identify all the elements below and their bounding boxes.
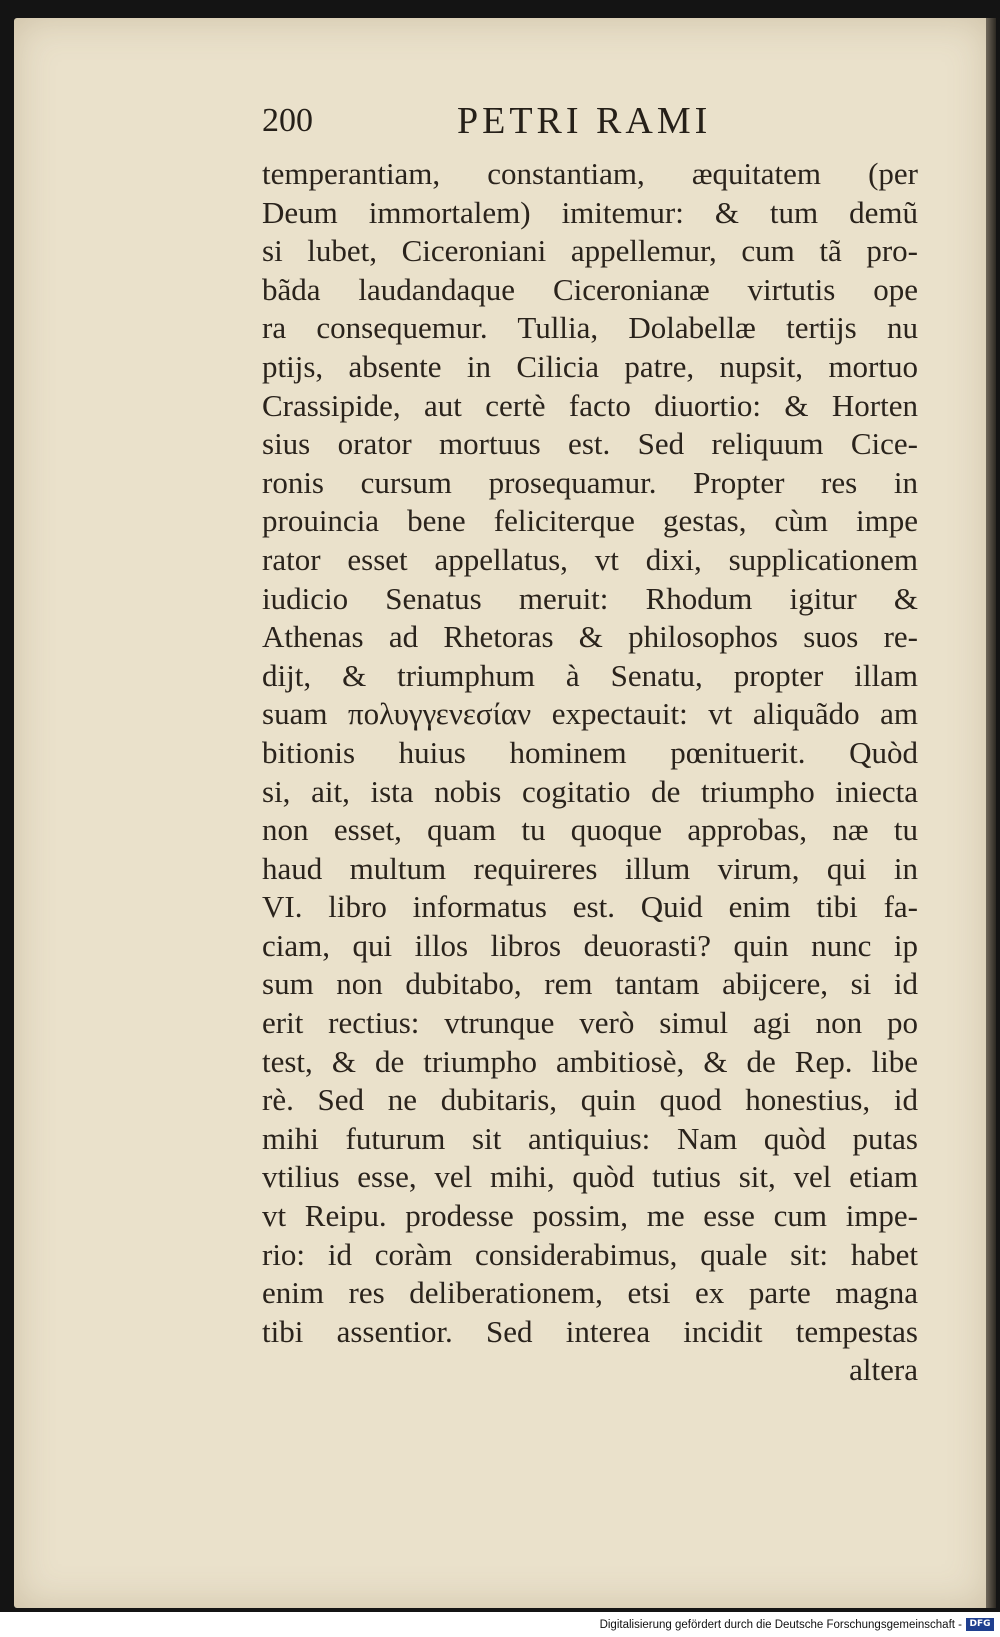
catchword: altera <box>849 1352 918 1388</box>
text-line: sum non dubitabo, rem tantam abijcere, si id <box>262 966 918 1002</box>
page-header <box>262 96 742 146</box>
text-line: Athenas ad Rhetoras & philosophos suos re- <box>262 619 918 655</box>
text-line: mihi futurum sit antiquius: Nam quòd putas <box>262 1120 918 1156</box>
text-line: dijt, & triumphum à Senatu, propter illam <box>262 657 918 693</box>
text-line: bitionis huius hominem pœnituerit. Quòd <box>262 734 918 770</box>
text-line: rator esset appellatus, vt dixi, supplicationem <box>262 541 918 577</box>
footer-bar <box>0 1612 1000 1637</box>
text-line: ciam, qui illos libros deuorasti? quin nunc ip <box>262 927 918 963</box>
text-line: VI. libro informatus est. Quid enim tibi fa- <box>262 889 918 925</box>
funding-credit: Digitalisierung gefördert durch die Deutsche Forschungsgemeinschaft - <box>599 1619 962 1631</box>
text-line: suam πολυγγενεσίαν expectauit: vt aliquãdo am <box>262 696 918 732</box>
text-line: bãda laudandaque Ciceronianæ virtutis ope <box>262 271 918 307</box>
text-line: Crassipide, aut certè facto diuortio: & Horten <box>262 387 918 423</box>
text-line: rè. Sed ne dubitaris, quin quod honestius, id <box>262 1082 918 1118</box>
text-line: rio: id coràm considerabimus, quale sit: habet <box>262 1236 918 1272</box>
page-edge <box>986 18 996 1608</box>
text-line: erit rectius: vtrunque verò simul agi non po <box>262 1005 918 1041</box>
page-number: 200 <box>262 102 313 139</box>
text-line: haud multum requireres illum virum, qui in <box>262 850 918 886</box>
text-line: temperantiam, constantiam, æquitatem (per <box>262 156 918 191</box>
text-line: iudicio Senatus meruit: Rhodum igitur & <box>262 580 918 616</box>
text-line: vt Reipu. prodesse possim, me esse cum impe- <box>262 1198 918 1234</box>
text-line: non esset, quam tu quoque approbas, næ tu <box>262 812 918 848</box>
text-line: ronis cursum prosequamur. Propter res in <box>262 464 918 500</box>
running-head: PETRI RAMI <box>457 100 712 142</box>
text-line: tibi assentior. Sed interea incidit tempestas <box>262 1313 918 1349</box>
text-line: Deum immortalem) imitemur: & tum demũ <box>262 194 918 230</box>
body-text <box>262 155 918 1390</box>
text-line: ptijs, absente in Cilicia patre, nupsit, mortuo <box>262 348 918 384</box>
text-line: ra consequemur. Tullia, Dolabellæ tertijs nu <box>262 310 918 346</box>
text-line: sius orator mortuus est. Sed reliquum Cice- <box>262 426 918 462</box>
text-line: prouincia bene feliciterque gestas, cùm impe <box>262 503 918 539</box>
text-line: vtilius esse, vel mihi, quòd tutius sit, vel etiam <box>262 1159 918 1195</box>
text-line: si lubet, Ciceroniani appellemur, cum tã pro- <box>262 233 918 269</box>
text-line: test, & de triumpho ambitiosè, & de Rep. libe <box>262 1043 918 1079</box>
dfg-logo-icon: DFG <box>966 1618 994 1631</box>
text-line: si, ait, ista nobis cogitatio de triumpho iniecta <box>262 773 918 809</box>
text-line: enim res deliberationem, etsi ex parte magna <box>262 1275 918 1311</box>
